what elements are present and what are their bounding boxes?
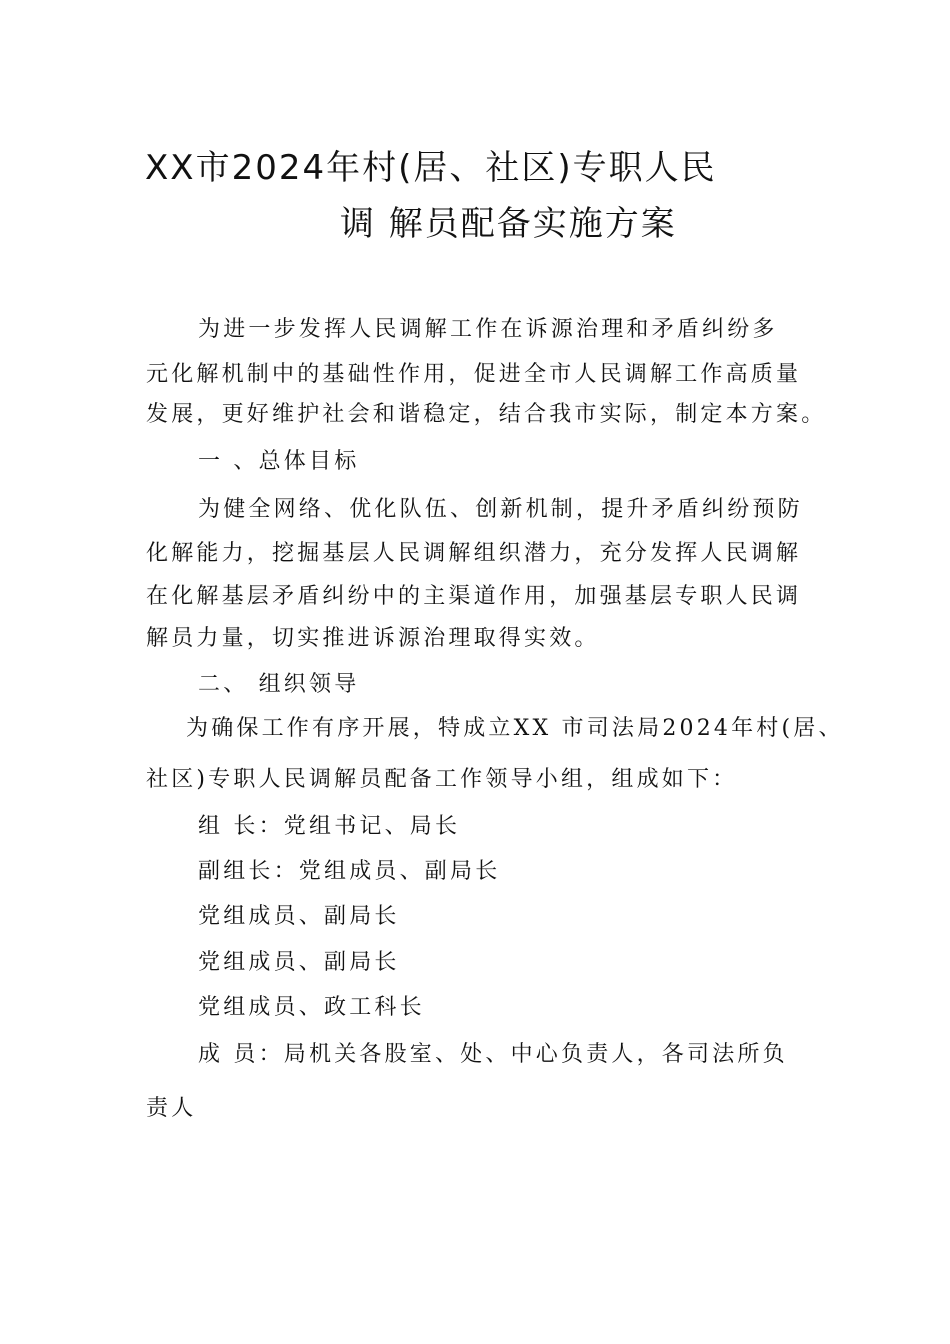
section-2-line-1: 为确保工作有序开展，特成立XX 市司法局2024年村(居、 (186, 716, 844, 741)
section-2-line-2: 社区)专职人民调解员配备工作领导小组，组成如下： (146, 767, 738, 792)
member-line-1: 党组成员、副局长 (198, 904, 400, 929)
intro-line-3: 发展，更好维护社会和谐稳定，结合我市实际，制定本方案。 (146, 402, 827, 427)
section-1-line-1: 为健全网络、优化队伍、创新机制，提升矛盾纠纷预防 (198, 497, 803, 522)
leader-line: 组 长：党组书记、局长 (198, 814, 461, 839)
document-title-line-1: XX市2024年村(居、社区)专职人民 (145, 148, 717, 188)
intro-line-1: 为进一步发挥人民调解工作在诉源治理和矛盾纠纷多 (198, 317, 778, 342)
section-1-line-2: 化解能力，挖掘基层人民调解组织潜力，充分发挥人民调解 (146, 541, 802, 566)
deputy-leader-line: 副组长：党组成员、副局长 (198, 859, 501, 884)
section-1-line-4: 解员力量，切实推进诉源治理取得实效。 (146, 626, 600, 651)
document-title-line-2: 调 解员配备实施方案 (340, 204, 677, 244)
members-line-2: 责人 (146, 1096, 197, 1121)
section-2-heading: 二、 组织领导 (198, 672, 360, 697)
section-1-heading: 一 、总体目标 (198, 449, 360, 474)
section-1-line-3: 在化解基层矛盾纠纷中的主渠道作用，加强基层专职人民调 (146, 584, 802, 609)
intro-line-2: 元化解机制中的基础性作用，促进全市人民调解工作高质量 (146, 362, 802, 387)
members-line-1: 成 员：局机关各股室、处、中心负责人，各司法所负 (198, 1042, 788, 1067)
member-line-3: 党组成员、政工科长 (198, 995, 425, 1020)
member-line-2: 党组成员、副局长 (198, 950, 400, 975)
